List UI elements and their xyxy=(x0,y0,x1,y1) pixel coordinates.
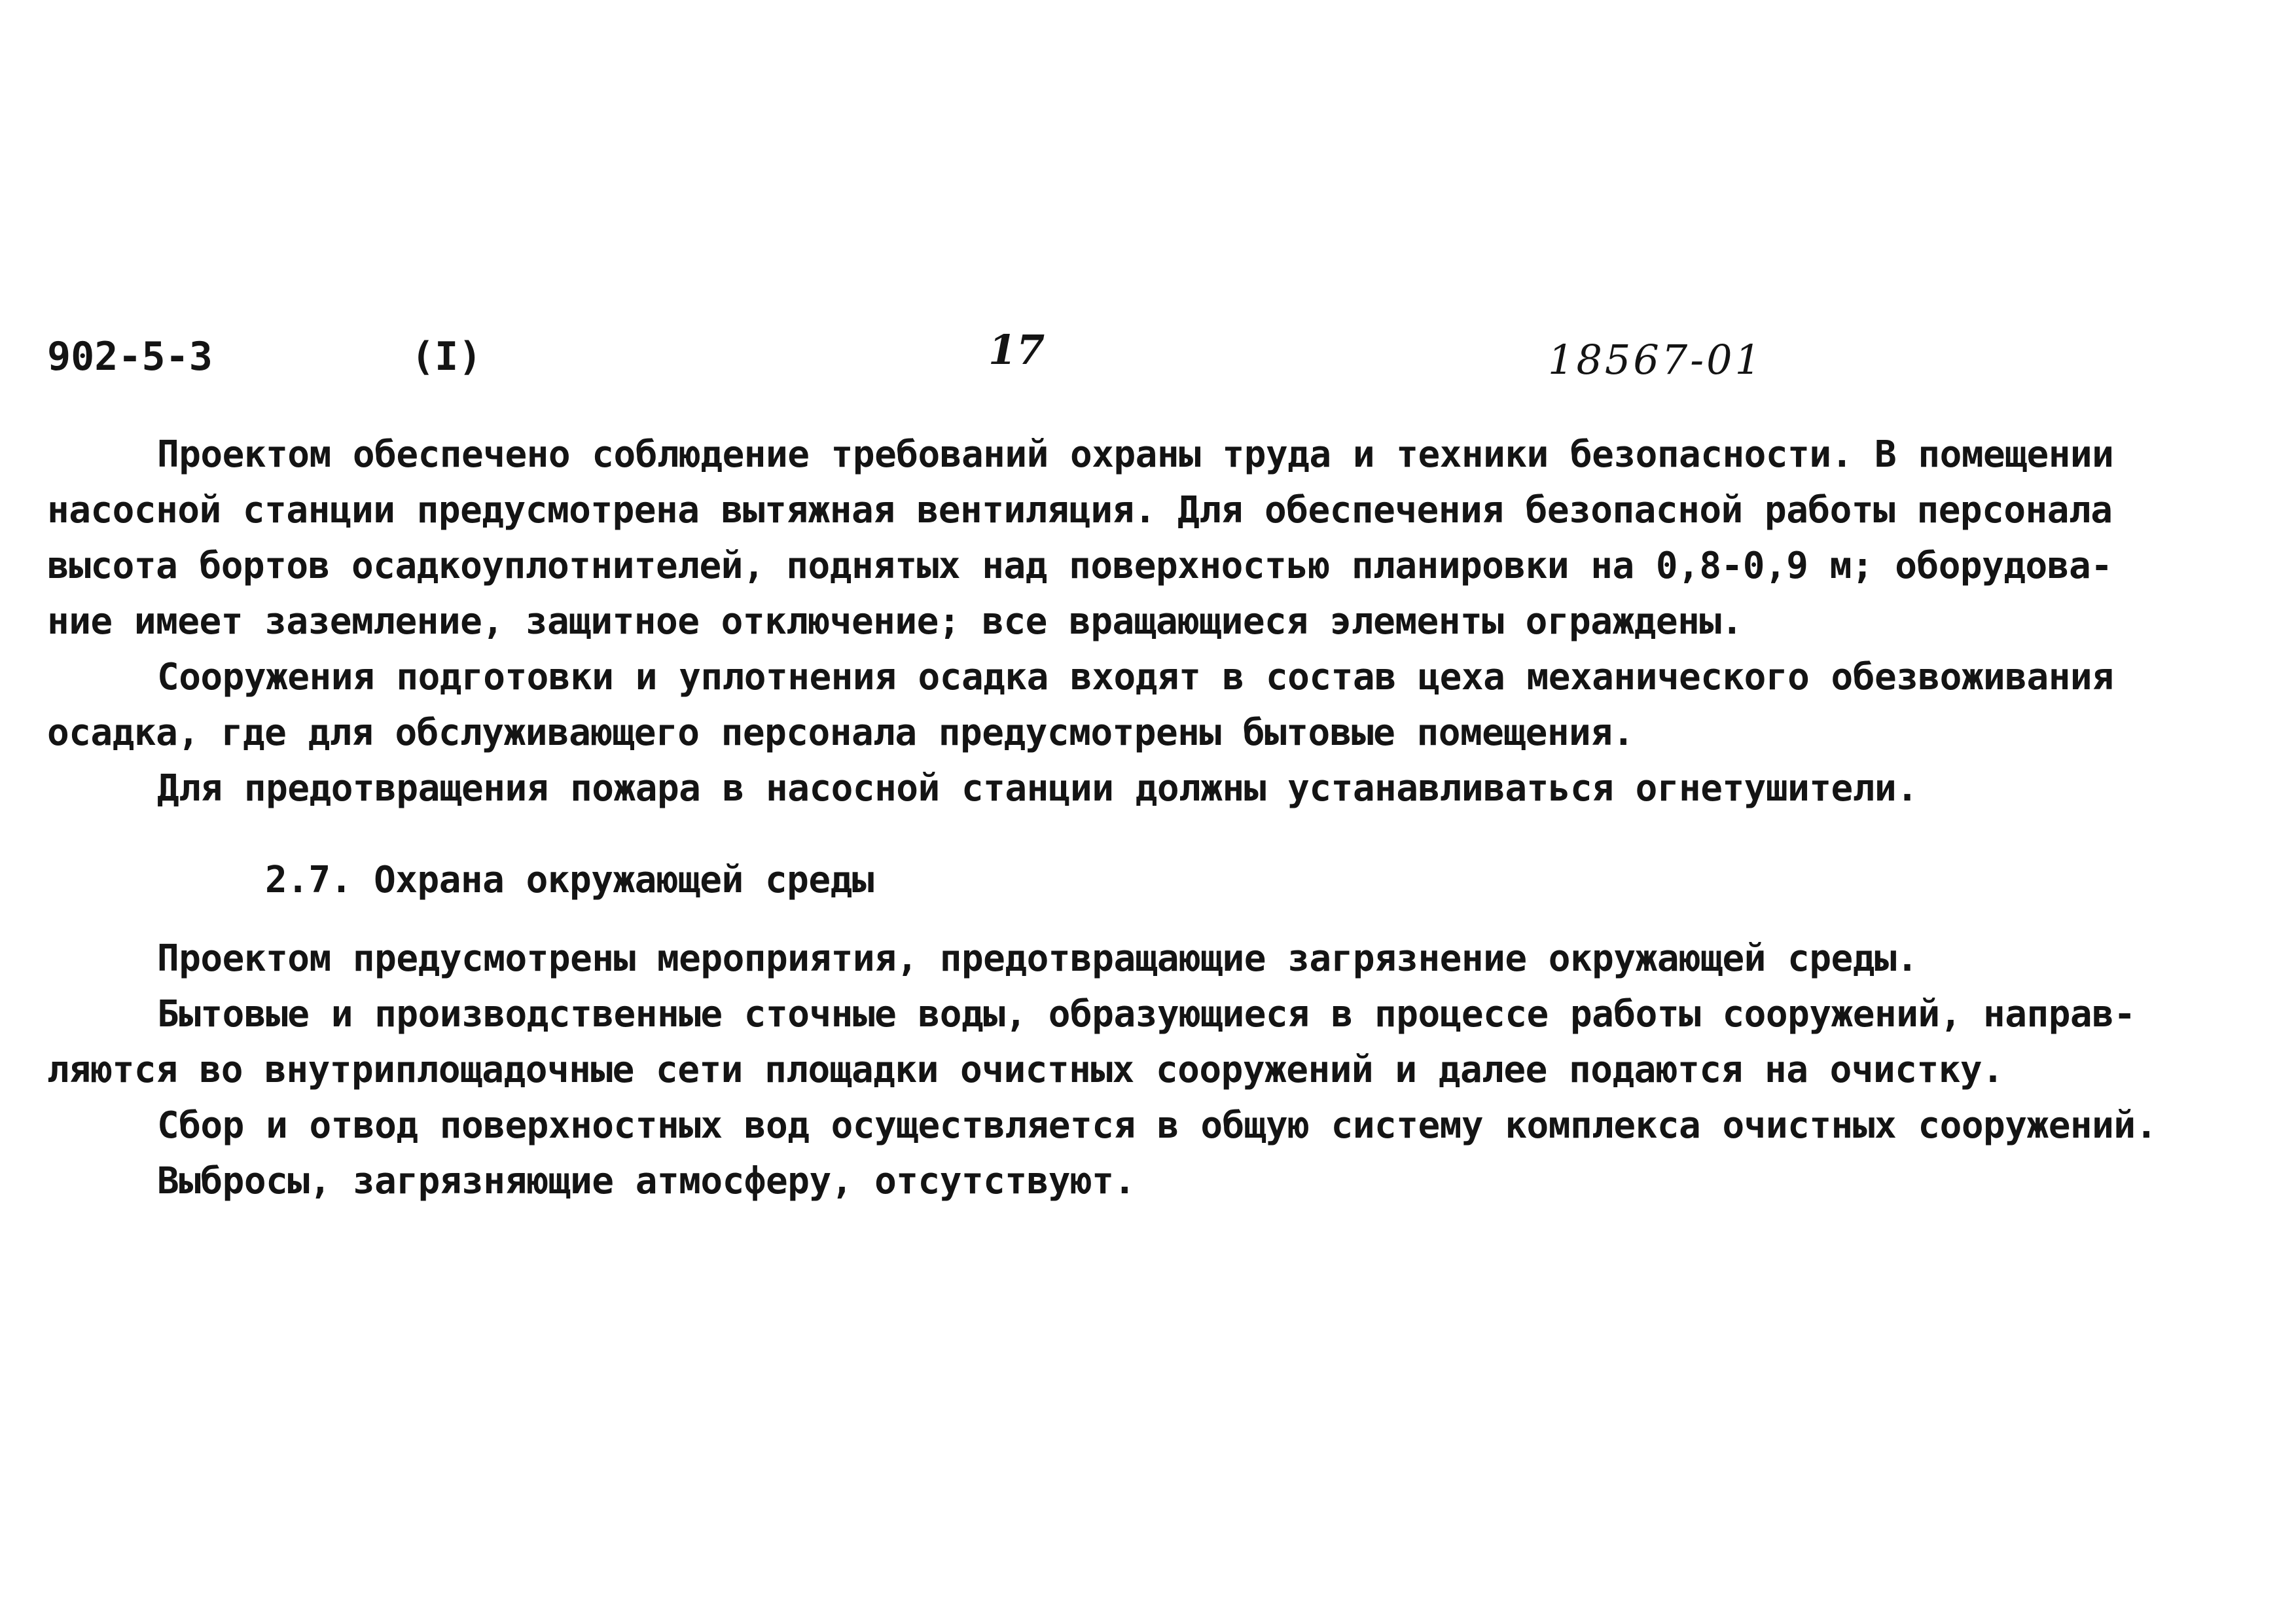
paragraph-line: осадка, где для обслуживающего персонала предусмотрены бытовые помещения. xyxy=(47,712,1634,754)
paragraph-line: насосной станции предусмотрена вытяжная вентиляция. Для обеспечения безопасной работы персонала xyxy=(47,489,2113,532)
paragraph-line: Для предотвращения пожара в насосной станции должны устанавливаться огнетушители. xyxy=(157,767,1918,810)
paragraph-line: ние имеет заземление, защитное отключение; все вращающиеся элементы ограждены. xyxy=(47,600,1743,643)
paragraph-line: Сбор и отвод поверхностных вод осуществляется в общую систему комплекса очистных сооружений. xyxy=(157,1104,2157,1147)
inventory-number: 18567-01 xyxy=(1548,336,1764,384)
page-number: 17 xyxy=(988,326,1045,374)
section-heading: 2.7. Охрана окружающей среды xyxy=(265,859,874,901)
paragraph-line: Бытовые и производственные сточные воды, образующиеся в процессе работы сооружений, направ- xyxy=(157,993,2136,1036)
paragraph-line: высота бортов осадкоуплотнителей, поднятых над поверхностью планировки на 0,8-0,9 м; оборудова- xyxy=(47,545,2113,587)
paragraph-line: Проектом обеспечено соблюдение требований охраны труда и техники безопасности. В помещении xyxy=(157,433,2114,476)
paragraph-line: Выбросы, загрязняющие атмосферу, отсутствуют. xyxy=(157,1160,1136,1202)
paragraph-line: Сооружения подготовки и уплотнения осадка входят в состав цеха механического обезвоживания xyxy=(157,656,2114,698)
document-code: 902-5-3 xyxy=(47,334,213,380)
paragraph-line: Проектом предусмотрены мероприятия, предотвращающие загрязнение окружающей среды. xyxy=(157,937,1918,980)
document-part: (I) xyxy=(411,334,482,380)
paragraph-line: ляются во внутриплощадочные сети площадки очистных сооружений и далее подаются на очистку. xyxy=(47,1049,2004,1091)
